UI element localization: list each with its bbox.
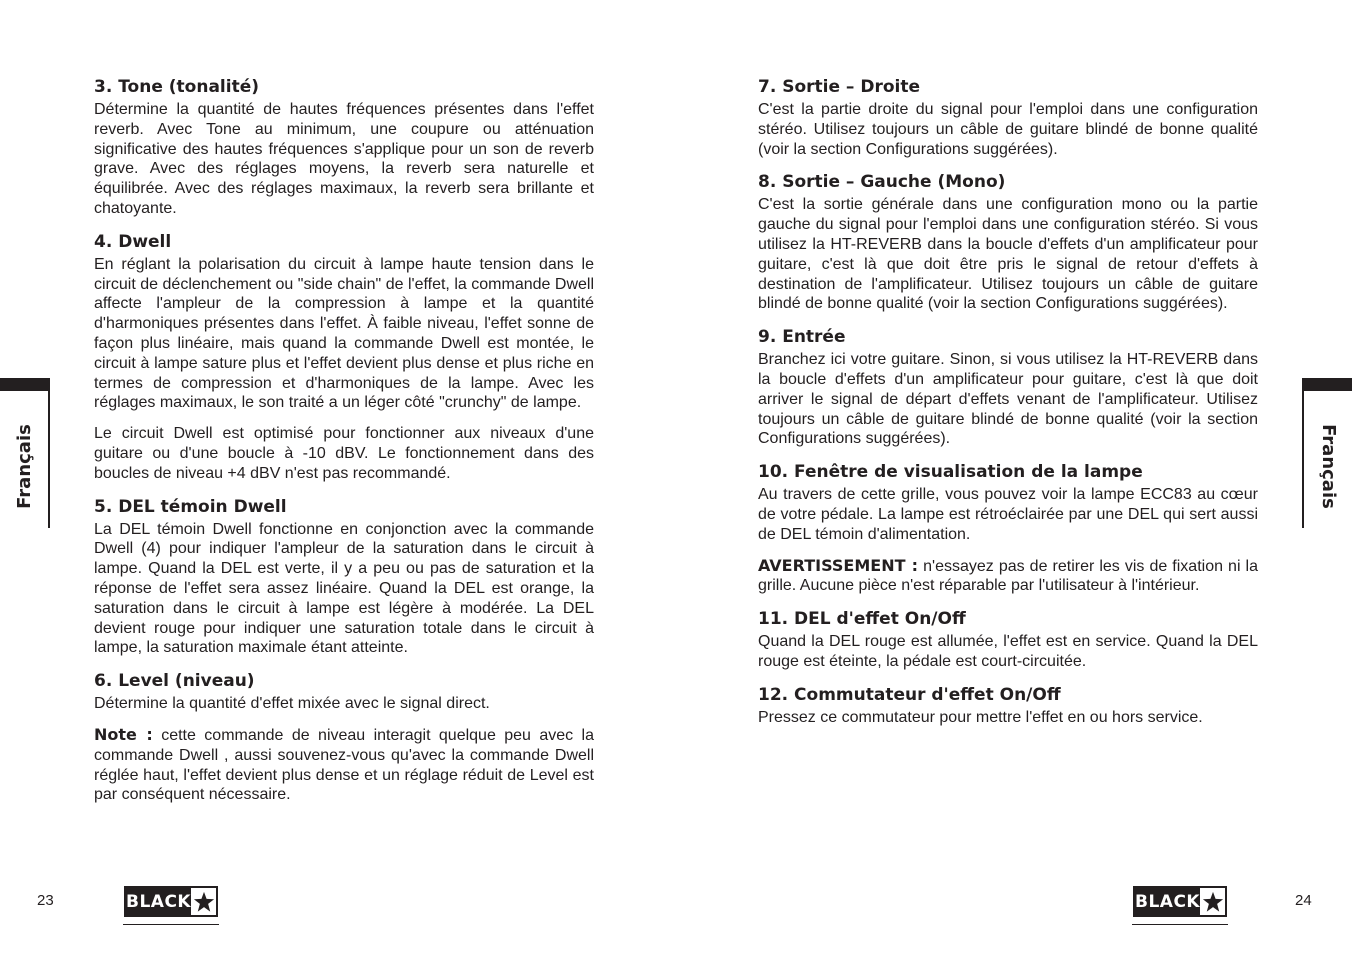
section-tone — [94, 76, 594, 219]
section-dwell — [94, 231, 594, 484]
note-paragraph — [94, 725, 594, 805]
section-title: 12. Commutateur d'effet On/Off — [758, 684, 1061, 705]
section-paragraph: Détermine la quantité d'effet mixée avec le signal direct. — [94, 695, 490, 713]
logo-text: BLACK — [126, 888, 191, 915]
right-page-content — [758, 76, 1258, 740]
section-output-right — [758, 76, 1258, 159]
section-dwell-led — [94, 496, 594, 659]
section-paragraph: Quand la DEL rouge est allumée, l'effet est en service. Quand la DEL rouge est éteinte, la pédale est court-circuitée. — [758, 633, 1258, 670]
section-paragraph: Branchez ici votre guitare. Sinon, si vous utilisez la HT-REVERB dans la boucle d'effets d'un amplificateur pour guitare, c'est là que doit arriver le signal de départ d'effets venant de l'amplificateur. Utilisez toujours un câble de guitare blindé de bonne qualité (voir la section Configurations suggérées). — [758, 351, 1258, 448]
logo-text: BLACK — [1135, 888, 1200, 915]
section-effect-switch — [758, 684, 1258, 728]
section-title: 11. DEL d'effet On/Off — [758, 609, 966, 630]
section-paragraph: La DEL témoin Dwell fonctionne en conjonction avec la commande Dwell (4) pour indiquer l'ampleur de la saturation dans le circuit à lampe. Quand la DEL est verte, il y a peu ou pas de saturation et la réponse de l'effet sera assez linéaire. Quand la DEL est orange, la saturation dans le circuit à lampe est légère à modérée. La DEL devient rouge pour indiquer une saturation totale dans le circuit à lampe, la saturation maximale étant atteinte. — [94, 520, 594, 657]
section-paragraph: Au travers de cette grille, vous pouvez voir la lampe ECC83 au cœur de votre pédale. La lampe est rétroéclairée par une DEL qui sert aussi de DEL témoin d'alimentation. — [758, 486, 1258, 543]
brand-logo — [1133, 886, 1227, 917]
section-paragraph: C'est la sortie générale dans une configuration mono ou la partie gauche du signal pour l'emploi dans une configuration stéréo. Si vous utilisez la HT-REVERB dans la boucle d'effets d'un amplificateur pour guitare, c'est là que doit être pris le signal de retour d'effets à destination de l'amplificateur. Utilisez toujours un câble de guitare blindé de bonne qualité (voir la section Configurations suggérées). — [758, 196, 1258, 313]
section-effect-led — [758, 608, 1258, 672]
language-tab-label: Français — [13, 424, 35, 509]
page-number: 23 — [37, 892, 54, 909]
section-paragraph: En réglant la polarisation du circuit à lampe haute tension dans le circuit de déclenchement ou "side chain" de l'effet, la commande Dwell affecte l'ampleur de la compression à lampe et la quantité d'harmoniques présentes dans l'effet. À faible niveau, l'effet sonne de façon plus linéaire, mais quand la commande Dwell est montée, le circuit à lampe sature plus et l'effet devient plus dense et plus riche en termes de compression et d'harmoniques de la lampe. Avec les réglages maximaux, le son traité a un léger côté "crunchy" de lampe. — [94, 255, 594, 412]
footer-rule — [123, 924, 219, 925]
section-paragraph: Détermine la quantité de hautes fréquences présentes dans l'effet reverb. Avec Tone au minimum, une coupure ou atténuation significative des hautes fréquences s'applique pour un son de reverb grave. Avec des réglages moyens, la reverb sera naturelle et équilibrée. Avec des réglages maximaux, la reverb sera brillante et chatoyante. — [94, 101, 594, 217]
section-title: 10. Fenêtre de visualisation de la lampe — [758, 462, 1143, 483]
section-level — [94, 670, 594, 805]
section-tube-window — [758, 461, 1258, 596]
section-paragraph: Le circuit Dwell est optimisé pour fonctionner aux niveaux d'une guitare ou d'une boucle à -10 dBV. Le fonctionnement dans des boucles de niveau +4 dBV n'est pas recommandé. — [94, 425, 594, 482]
note-label: Note : — [94, 724, 153, 744]
section-title: 4. Dwell — [94, 231, 172, 252]
note-text: cette commande de niveau interagit quelque peu avec la commande Dwell , aussi souvenez-vous qu'avec la commande Dwell réglée haut, l'effet devient plus dense et un réglage réduit de Level est par conséquent nécessaire. — [94, 726, 594, 804]
warning-text: n'essayez pas de retirer les vis de fixation ni la grille. Aucune pièce n'est réparable par l'utilisateur à l'intérieur. — [758, 557, 1258, 595]
page-number: 24 — [1295, 892, 1312, 909]
section-title: 9. Entrée — [758, 327, 846, 348]
star-icon — [1200, 888, 1225, 915]
brand-logo — [124, 886, 218, 917]
star-icon — [191, 888, 216, 915]
section-title: 6. Level (niveau) — [94, 671, 255, 692]
section-paragraph: Pressez ce commutateur pour mettre l'effet en ou hors service. — [758, 708, 1203, 726]
section-paragraph: C'est la partie droite du signal pour l'emploi dans une configuration stéréo. Utilisez toujours un câble de guitare blindé de bonne qualité (voir la section Configurations suggérées). — [758, 101, 1258, 158]
section-title: 8. Sortie – Gauche (Mono) — [758, 172, 1006, 193]
section-input — [758, 326, 1258, 449]
section-title: 3. Tone (tonalité) — [94, 77, 260, 97]
section-title: 5. DEL témoin Dwell — [94, 496, 287, 517]
language-tab-right — [1302, 378, 1352, 528]
section-output-left — [758, 171, 1258, 314]
language-tab-label: Français — [1317, 424, 1339, 509]
footer-rule — [1132, 924, 1228, 925]
language-tab-left — [0, 378, 50, 528]
section-title: 7. Sortie – Droite — [758, 77, 920, 97]
warning-label: AVERTISSEMENT : — [758, 555, 919, 575]
warning-paragraph — [758, 556, 1258, 597]
left-page-content — [94, 76, 594, 817]
